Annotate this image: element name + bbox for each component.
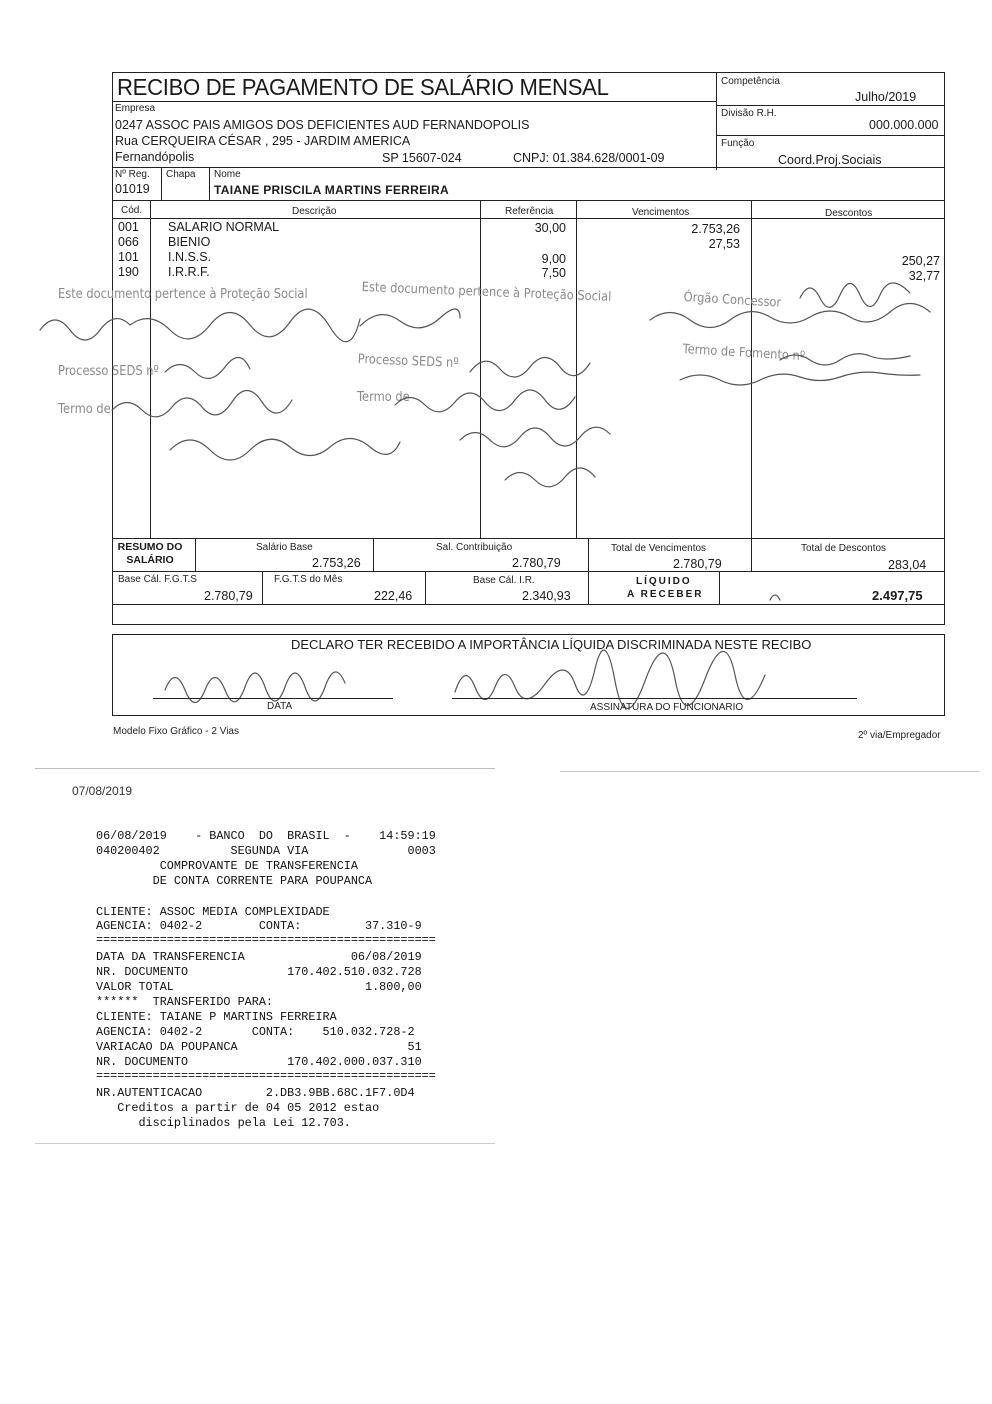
total-desc-value: 283,04 [888,558,927,572]
row-descontos: 250,27 [901,254,940,268]
row-cod: 190 [118,265,139,279]
bank-line-transferido: ****** TRANSFERIDO PARA: [96,995,273,1009]
liquido-label-2: A RECEBER [627,589,704,600]
header-referencia: Referência [505,206,554,217]
bank-line-documento: NR. DOCUMENTO 170.402.510.032.728 [96,965,422,979]
row-descricao: I.R.R.F. [168,265,210,279]
stamp-termo-fomento: Termo de Fomento nº [682,342,806,365]
total-desc-label: Total de Descontos [801,543,887,554]
row-vencimentos: 2.753,26 [691,222,740,236]
liquido-value: 2.497,75 [872,588,923,603]
bank-line-autenticacao: NR.AUTENTICACAO 2.DB3.9BB.68C.1F7.0D4 [96,1086,415,1100]
sal-contrib-label: Sal. Contribuição [436,542,513,553]
empresa-label: Empresa [115,103,156,114]
nome-label: Nome [214,169,241,180]
salario-base-value: 2.753,26 [312,556,361,570]
stamp-left-processo: Processo SEDS nº [58,364,159,379]
bank-line-documento-dest: NR. DOCUMENTO 170.402.000.037.310 [96,1055,422,1069]
row-referencia: 7,50 [541,266,566,280]
bank-line-agencia-dest: AGENCIA: 0402-2 CONTA: 510.032.728-2 [96,1025,415,1039]
row-descricao: SALARIO NORMAL [168,220,280,234]
bank-line-agencia: AGENCIA: 0402-2 CONTA: 37.310-9 [96,919,422,933]
summary-bottom-line [112,604,945,605]
bank-line-nota-1: Creditos a partir de 04 05 2012 estao [96,1101,380,1115]
declaration-text: DECLARO TER RECEBIDO A IMPORTÂNCIA LÍQUIDA DISCRIMINADA NESTE RECIBO [291,637,812,652]
modelo-text: Modelo Fixo Gráfico - 2 Vias [113,726,239,737]
stamp-left-termo: Termo de [58,402,111,417]
bank-line-separator: ================================================ [96,933,436,947]
stamp-left-line1: Este documento pertence à Proteção Social [58,287,308,302]
via-text: 2º via/Empregador [858,730,941,741]
bank-line-title: COMPROVANTE DE TRANSFERENCIA [96,859,358,873]
bank-line-separator: ================================================ [96,1069,436,1083]
row-referencia: 30,00 [534,221,566,235]
row-cod: 001 [118,220,139,234]
fgts-div-1 [262,571,263,604]
base-ir-value: 2.340,93 [522,589,571,603]
summary-top-line [112,538,945,539]
endereco-value: Rua CERQUEIRA CÉSAR , 295 - JARDIM AMERICA [115,134,411,148]
scan-separator [35,768,495,769]
summary-div-4 [751,538,752,571]
row-referencia: 9,00 [541,252,566,266]
bank-line-nota-2: disciplinados pela Lei 12.703. [96,1116,351,1130]
receipt-title: RECIBO DE PAGAMENTO DE SALÁRIO MENSAL [117,74,609,100]
resumo-label: RESUMO DO SALÁRIO [117,541,183,566]
data-line [153,698,393,699]
header-cod: Cód. [121,205,143,216]
stamp-mid-processo: Processo SEDS nº [357,352,459,371]
bank-line-subtitle: DE CONTA CORRENTE PARA POUPANCA [96,874,373,888]
funcao-label: Função [721,138,755,149]
nreg-label: Nº Reg. [115,169,150,180]
assinatura-label: ASSINATURA DO FUNCIONARIO [590,702,744,713]
empresa-value: 0247 ASSOC PAIS AMIGOS DOS DEFICIENTES AUD FERNANDOPOLIS [115,118,530,132]
bank-line-cliente-dest: CLIENTE: TAIANE P MARTINS FERREIRA [96,1010,337,1024]
print-date: 07/08/2019 [72,784,133,798]
uf-cep-value: SP 15607-024 [382,151,462,165]
row-cod: 101 [118,250,139,264]
assinatura-line [452,698,857,699]
divisao-label: Divisão R.H. [721,108,777,119]
total-venc-value: 2.780,79 [673,557,722,571]
bank-line-data: DATA DA TRANSFERENCIA 06/08/2019 [96,950,422,964]
competencia-label: Competência [721,76,780,87]
row-descontos: 32,77 [908,269,940,283]
fgts-mes-value: 222,46 [374,589,413,603]
fgts-div-3 [719,571,720,604]
cnpj-value: CNPJ: 01.384.628/0001-09 [513,151,665,165]
stamp-orgao: Órgão Concessor [683,290,782,311]
base-fgts-value: 2.780,79 [204,589,253,603]
nreg-value: 01019 [115,182,150,196]
bank-line-cliente: CLIENTE: ASSOC MEDIA COMPLEXIDADE [96,905,330,919]
header-descontos: Descontos [825,208,873,219]
scan-separator [35,1143,495,1144]
liquido-label-1: LÍQUIDO [636,576,692,587]
employee-name: TAIANE PRISCILA MARTINS FERREIRA [214,183,449,197]
data-label: DATA [267,701,293,712]
row-descricao: BIENIO [168,235,211,249]
stamp-mid-line1: Este documento pertence à Proteção Social [361,280,612,305]
chapa-label: Chapa [166,169,196,180]
summary-div-1 [195,538,196,571]
bank-line-variacao: VARIACAO DA POUPANCA 51 [96,1040,422,1054]
scan-separator [560,771,980,772]
row-vencimentos: 27,53 [708,237,740,251]
row-descricao: I.N.S.S. [168,250,212,264]
header-vencimentos: Vencimentos [632,207,690,218]
summary-div-2 [373,538,374,571]
bank-line-terminal: 040200402 SEGUNDA VIA 0003 [96,844,436,858]
cidade-value: Fernandópolis [115,150,195,164]
bank-line-valor: VALOR TOTAL 1.800,00 [96,980,422,994]
row-cod: 066 [118,235,139,249]
base-fgts-label: Base Cál. F.G.T.S [118,574,197,585]
sal-contrib-value: 2.780,79 [512,556,561,570]
funcao-value: Coord.Proj.Sociais [778,153,882,167]
competencia-value: Julho/2019 [855,90,917,104]
fgts-div-2 [425,571,426,604]
total-venc-label: Total de Vencimentos [611,543,707,554]
salario-base-label: Salário Base [256,542,313,553]
fgts-mes-label: F.G.T.S do Mês [274,574,343,585]
bank-line-header: 06/08/2019 - BANCO DO BRASIL - 14:59:19 [96,829,436,843]
header-descricao: Descrição [292,206,337,217]
divisao-value: 000.000.000 [869,118,939,132]
base-ir-label: Base Cál. I.R. [473,575,535,586]
stamp-mid-termo: Termo de [357,390,410,405]
summary-mid-line [112,571,945,572]
